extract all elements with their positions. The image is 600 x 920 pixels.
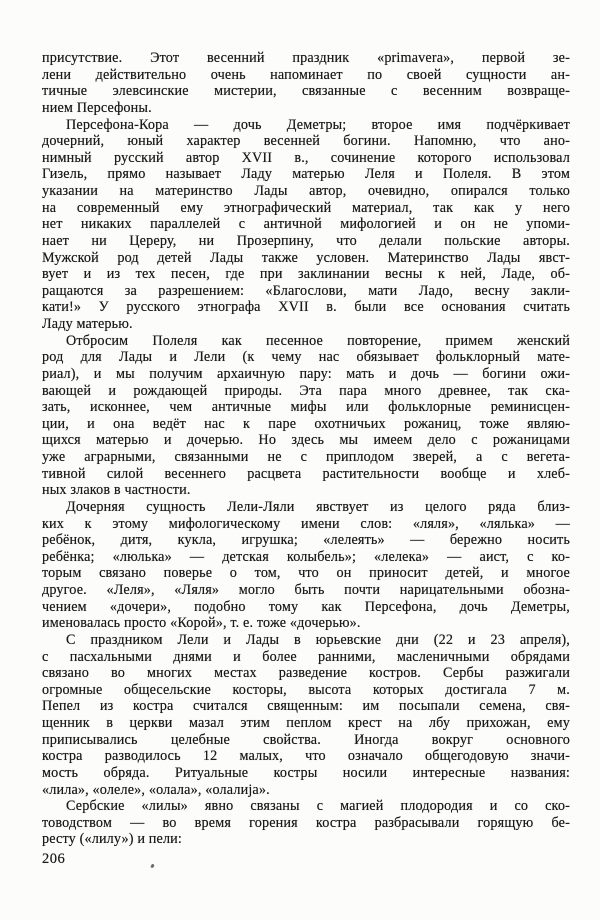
text-line: «лила», «олеле», «олала», «олалија».	[42, 781, 270, 798]
text-line: кати!» У русского этнографа XVII в. были все основания считать	[42, 299, 570, 316]
text-line: С праздником Лели и Лады в юрьевские дни (22 и 23 апреля),	[66, 631, 570, 648]
text-line: ребёнок, дитя, кукла, игрушка; «лелеять» — бережно носить	[42, 532, 570, 549]
text-line: вует и из тех песен, где при заклинании весны к ней, Ладе, об-	[42, 266, 570, 283]
paragraph	[42, 798, 570, 848]
text-line: род для Лады и Лели (к чему нас обязывает фольклорный мате-	[42, 349, 570, 366]
text-line: вающей и рождающей природы. Эта пара много древнее, так ска-	[42, 382, 570, 399]
text-line: нет никаких параллелей с античной мифологией и он не упоми-	[42, 216, 570, 233]
text-line: Отбросим Полеля как песенное повторение, примем женский	[66, 332, 570, 349]
text-line: тичные элевсинские мистерии, связанные с весенним возвраще-	[42, 83, 570, 100]
text-line: Пепел из костра считался священным: им посыпали семена, свя-	[42, 698, 570, 715]
text-line: Сербские «лилы» явно связаны с магией плодородия и со ско-	[66, 798, 570, 815]
text-line: чением «дочери», подобно тому как Персефона, дочь Деметры,	[42, 598, 570, 615]
text-line: приписывались целебные свойства. Иногда вокруг основного	[42, 731, 570, 748]
text-line: щихся матерью и дочерью. Но здесь мы имеем дело с рожаницами	[42, 432, 570, 449]
text-line: ращаются за разрешением: «Благослови, мати Ладо, весну закли-	[42, 282, 570, 299]
text-line: огромные общесельские косторы, высота которых достигала 7 м.	[42, 681, 570, 698]
text-line: ресту («лилу») и пели:	[42, 831, 183, 848]
text-line: тивной силой весеннего расцвета растительности вообще и хлеб-	[42, 465, 570, 482]
text-line: лени действительно очень напоминает по своей сущности ан-	[42, 66, 570, 83]
text-line: нием Персефоны.	[42, 99, 152, 116]
text-line: ребёнка; «люлька» — детская колыбель»; «лелека» — аист, с ко-	[42, 548, 570, 565]
text-line: на современный ему этнографический материал, так как у него	[42, 199, 570, 216]
text-line: щенник в церкви мазал этим пеплом крест на лбу прихожан, ему	[42, 715, 570, 731]
text-line: Ладу матерью.	[42, 316, 133, 332]
page-number: 206	[42, 851, 66, 867]
text-line: Дочерняя сущность Лели-Ляли явствует из целого ряда близ-	[66, 498, 570, 515]
paragraph	[42, 333, 570, 499]
text-line: ции, и она ведёт нас к паре охотничьих рожаниц, тоже являю-	[42, 415, 570, 432]
text-line: ких к этому мифологическому имени слов: «ляля», «лялька» —	[42, 515, 570, 532]
text-line: мость обряда. Ритуальные костры носили интересные названия:	[42, 764, 570, 781]
text-line: другое. «Леля», «Ляля» могло быть почти нарицательными обозна-	[42, 582, 570, 598]
text-line: зать, исконнее, чем античные мифы или фольклорные реминисцен-	[42, 399, 570, 416]
text-line: присутствие. Этот весенний праздник «primavera», первой зе-	[42, 50, 570, 66]
text-line: Мужской род детей Лады также условен. Материнство Лады явст-	[42, 249, 570, 266]
text-line: связано во многих местах разведение костров. Сербы разжигали	[42, 665, 570, 682]
text-line: дочерний, юный характер весенней богини. Напомню, что ано-	[42, 133, 570, 150]
text-block	[42, 50, 570, 848]
text-line: уже аграрными, связанными не с приплодом зверей, а с вегета-	[42, 449, 570, 465]
scan-speck	[150, 864, 154, 869]
text-line: нает ни Цереру, ни Прозерпину, что делали польские авторы.	[42, 232, 570, 249]
text-line: ных злаков в частности.	[42, 482, 191, 499]
text-line: нимный русский автор XVII в., сочинение которого использовал	[42, 149, 570, 166]
paragraph	[42, 50, 570, 117]
text-line: торым связано поверье о том, что он приносит детей, и многое	[42, 565, 570, 582]
text-line: именовалась просто «Корой», т. е. тоже «дочерью».	[42, 615, 361, 632]
text-line: с пасхальными днями и более ранними, масленичными обрядами	[42, 648, 570, 665]
paragraph	[42, 632, 570, 798]
text-line: Персефона-Кора — дочь Деметры; второе имя подчёркивает	[66, 116, 570, 133]
paragraph	[42, 499, 570, 632]
text-line: Гизель, прямо называет Ладу матерью Леля и Полеля. В этом	[42, 166, 570, 183]
text-line: риал), и мы получим архаичную пару: мать и дочь — богини ожи-	[42, 365, 570, 382]
paragraph	[42, 117, 570, 333]
text-line: товодством — во время горения костра разбрасывали горящую бе-	[42, 814, 570, 831]
text-line: указании на материнство Лады автор, очевидно, опирался только	[42, 183, 570, 199]
text-line: костра разводилось 12 малых, что означало общегодовую значи-	[42, 748, 570, 765]
